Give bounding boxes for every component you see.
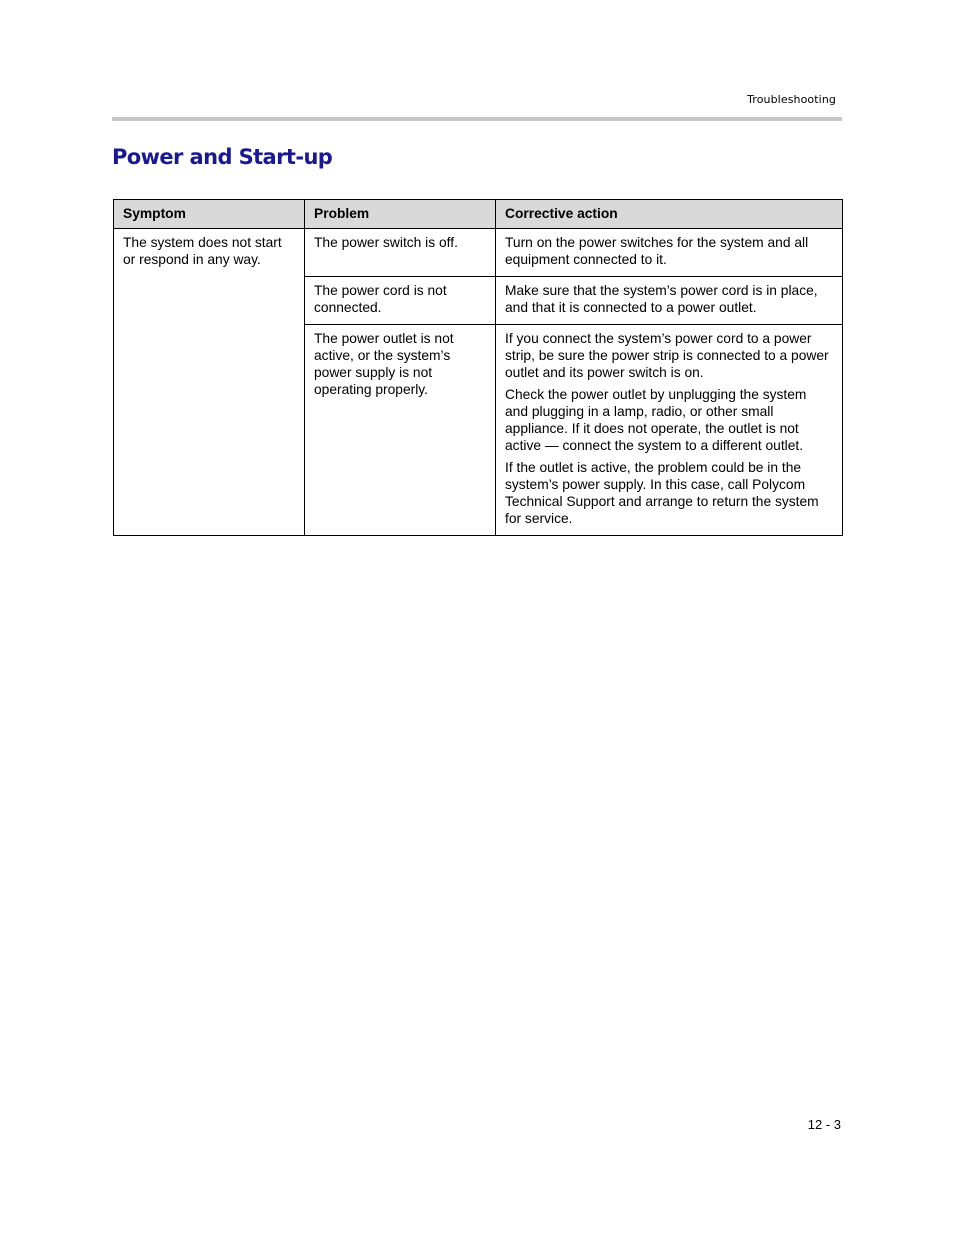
troubleshooting-table (113, 199, 843, 536)
corrective-action-cell (496, 325, 843, 536)
table-header-row (114, 200, 843, 229)
corrective-action-text: If you connect the system’s power cord to a power strip, be sure the power strip is connected to a power outlet and its power switch is on. (505, 331, 829, 380)
corrective-action-text: Check the power outlet by unplugging the system and plugging in a lamp, radio, or other small appliance. If it does not operate, the outlet is not active — connect the system to a different outlet. (505, 387, 807, 453)
corrective-action-text: If the outlet is active, the problem could be in the system’s power supply. In this case, call Polycom Technical Support and arrange to return the system for service. (505, 460, 819, 526)
column-header-problem: Problem (305, 200, 496, 229)
page-number: 12 - 3 (807, 1117, 841, 1132)
table-row (114, 229, 843, 277)
corrective-action-text: Turn on the power switches for the system and all equipment connected to it. (505, 235, 809, 267)
symptom-cell: The system does not start or respond in any way. (114, 229, 305, 536)
corrective-action-text: Make sure that the system’s power cord is in place, and that it is connected to a power outlet. (505, 283, 818, 315)
problem-cell: The power outlet is not active, or the system’s power supply is not operating properly. (305, 325, 496, 536)
running-header: Troubleshooting (747, 93, 836, 106)
corrective-action-cell (496, 229, 843, 277)
column-header-symptom: Symptom (114, 200, 305, 229)
corrective-action-cell (496, 277, 843, 325)
header-rule (112, 117, 842, 121)
section-title: Power and Start-up (112, 145, 333, 169)
problem-cell: The power cord is not connected. (305, 277, 496, 325)
column-header-corrective-action: Corrective action (496, 200, 843, 229)
problem-cell: The power switch is off. (305, 229, 496, 277)
